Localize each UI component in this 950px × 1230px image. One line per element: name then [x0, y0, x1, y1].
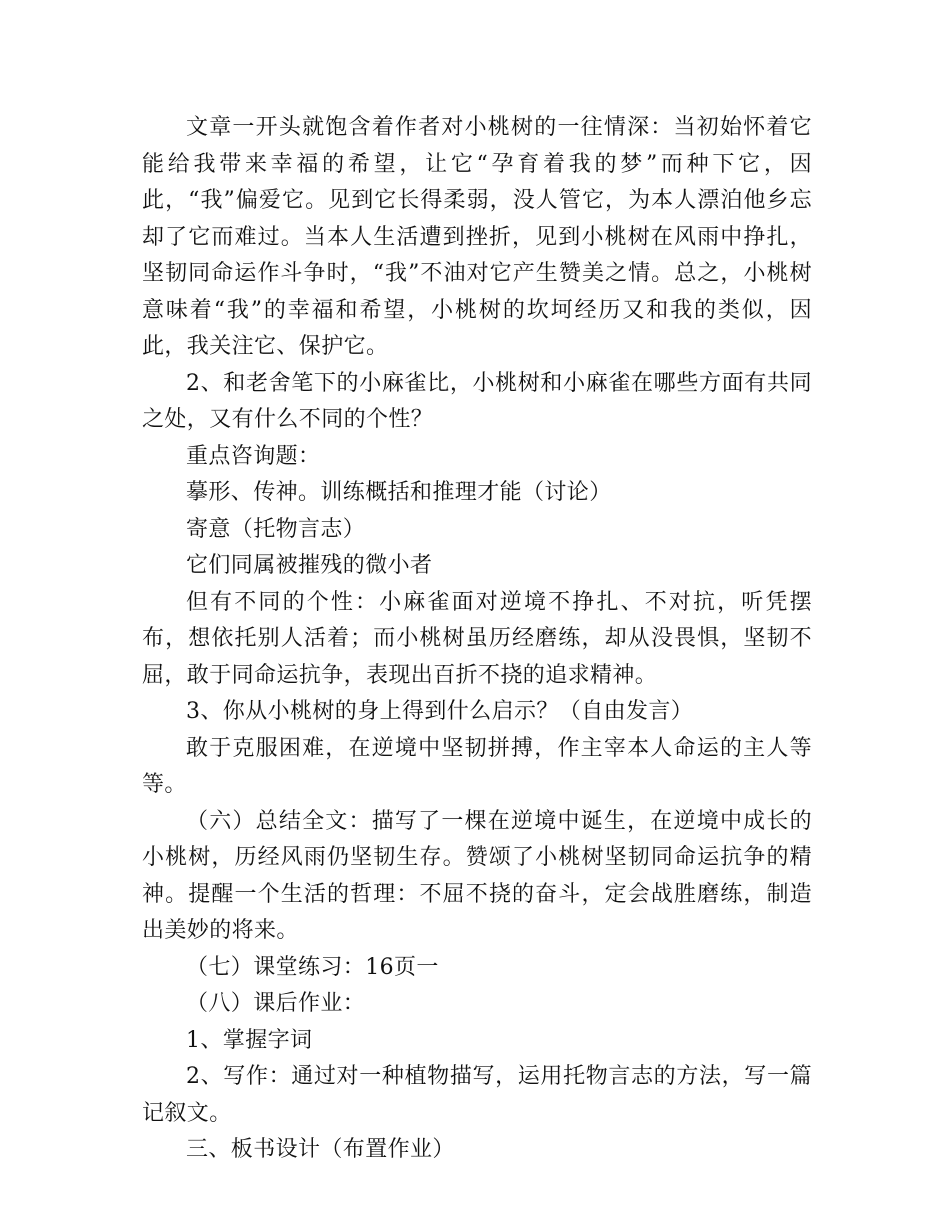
paragraph-classroom-exercise: （七）课堂练习：16页一: [186, 954, 439, 980]
document-body: [142, 110, 812, 1169]
paragraph-summary: （六）总结全文：描写了一棵在逆境中诞生，在逆境中成长的小桃树，历经风雨仍坚韧生存。赞颂了小桃树坚韧同命运抗争的精神。提醒一个生活的哲理：不屈不挠的奋斗，定会战胜磨练，制造出美妙的将来。: [142, 808, 812, 943]
paragraph-meaning: 寄意（托物言志）: [186, 516, 366, 542]
paragraph-answer-3: 敢于克服困难，在逆境中坚韧拼搏，作主宰本人命运的主人等等。: [142, 735, 812, 797]
paragraph-homework-1: 1、掌握字词: [186, 1027, 313, 1053]
paragraph-question-2: 2、和老舍笔下的小麻雀比，小桃树和小麻雀在哪些方面有共同之处，又有什么不同的个性？: [142, 370, 812, 432]
paragraph-question-3: 3、你从小桃树的身上得到什么启示？（自由发言）: [186, 699, 694, 724]
paragraph-intro-analysis: 文章一开头就饱含着作者对小桃树的一往情深：当初始怀着它能给我带来幸福的希望，让它“孕育着我的梦”而种下它，因此，“我”偏爱它。见到它长得柔弱，没人管它，为本人漂泊他乡忘却了它而难过。当本人生活遭到挫折，见到小桃树在风雨中挣扎，坚韧同命运作斗争时，“我”不油对它产生赞美之情。总之，小桃树意味着“我”的幸福和希望，小桃树的坎坷经历又和我的类似，因此，我关注它、保护它。: [142, 115, 812, 359]
paragraph-blackboard-design: 三、板书设计（布置作业）: [186, 1137, 455, 1162]
paragraph-commonality: 它们同属被摧残的微小者: [186, 553, 433, 578]
paragraph-homework-2: 2、写作：通过对一种植物描写，运用托物言志的方法，写一篇记叙文。: [142, 1064, 812, 1126]
paragraph-difference: 但有不同的个性：小麻雀面对逆境不挣扎、不对抗，听凭摆布，想依托别人活着；而小桃树虽历经磨练，却从没畏惧，坚韧不屈，敢于同命运抗争，表现出百折不挠的追求精神。: [142, 589, 812, 688]
paragraph-description-method: 摹形、传神。训练概括和推理才能（讨论）: [186, 480, 612, 505]
paragraph-homework-heading: （八）课后作业：: [186, 991, 366, 1016]
paragraph-key-question-heading: 重点咨询题：: [186, 443, 321, 469]
